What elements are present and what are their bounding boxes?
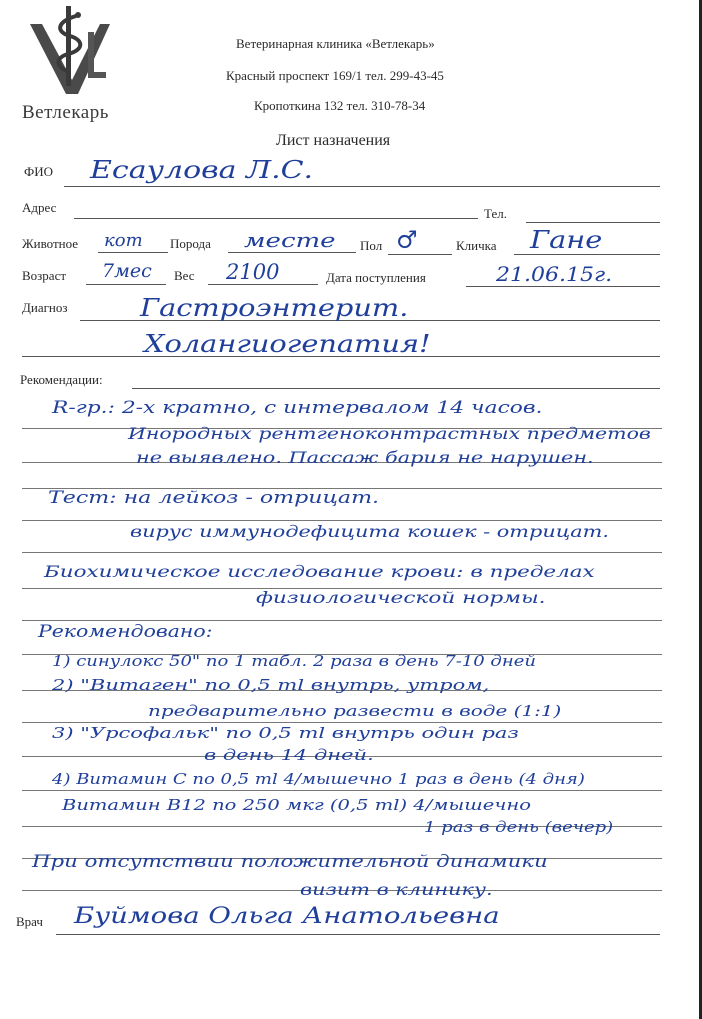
clinic-address-1: Красный проспект 169/1 тел. 299-43-45 — [226, 68, 444, 83]
recommendations-line — [132, 388, 660, 389]
breed-line — [228, 252, 356, 253]
ruled-line — [22, 552, 662, 553]
nickname-line — [514, 254, 660, 255]
ruled-line — [22, 520, 662, 521]
logo-name: Ветлекарь — [22, 102, 109, 123]
ruled-line — [22, 722, 662, 723]
sex-label: Пол — [360, 238, 383, 253]
recommendations-label: Рекомендации: — [20, 372, 103, 387]
animal-line — [98, 252, 168, 253]
recommendation-line: 1) синулокс 50" по 1 табл. 2 раза в день 7-10 дней — [52, 652, 536, 670]
recommendation-line: в день 14 дней. — [204, 746, 374, 764]
doctor-value: Буймова Ольга Анатольевна — [74, 904, 500, 929]
phone-label: Тел. — [484, 206, 507, 221]
diagnosis-line: Гастроэнтерит. — [140, 294, 409, 322]
recommendation-line: Тест: на лейкоз - отрицат. — [48, 488, 380, 508]
recommendation-line: не выявлено. Пассаж бария не нарушен. — [136, 448, 594, 467]
recommendation-line: Биохимическое исследование крови: в пределах — [44, 562, 595, 581]
address-label: Адрес — [22, 200, 57, 215]
weight-value: 2100 — [226, 260, 280, 284]
recommendation-line: Витамин B12 по 250 мкг (0,5 ml) 4/мышечно — [62, 796, 532, 814]
phone-line — [526, 222, 660, 223]
form-title: Лист назначения — [276, 132, 391, 149]
vet-caduceus-v-logo — [26, 2, 112, 98]
ruled-line — [22, 790, 662, 791]
admission-date-label: Дата поступления — [326, 270, 426, 285]
recommendation-line: визит в клинику. — [300, 880, 493, 899]
clinic-address-2: Кропоткина 132 тел. 310-78-34 — [254, 98, 426, 113]
ruled-line — [22, 620, 662, 621]
breed-value: месте — [244, 228, 336, 252]
weight-label: Вес — [174, 268, 195, 283]
diagnosis-line: Холангиогепатия! — [144, 330, 431, 358]
diagnosis-label: Диагноз — [22, 300, 68, 315]
recommendation-line: предварительно развести в воде (1:1) — [148, 702, 562, 720]
breed-label: Порода — [170, 236, 211, 251]
recommendation-line: вирус иммунодефицита кошек - отрицат. — [130, 522, 609, 541]
recommendation-line: Рекомендовано: — [38, 622, 213, 642]
nickname-label: Кличка — [456, 238, 497, 253]
recommendation-line: 3) "Урсофальк" по 0,5 ml внутрь один раз — [52, 724, 519, 742]
recommendation-line: При отсутствии положительной динамики — [32, 852, 548, 872]
recommendation-line: R-гр.: 2-х кратно, с интервалом 14 часов. — [52, 398, 543, 418]
weight-line — [208, 284, 318, 285]
age-value: 7мес — [102, 260, 152, 282]
fio-line — [64, 186, 660, 187]
sex-value: ♂ — [396, 226, 418, 254]
address-line — [74, 218, 478, 219]
recommendation-line: 2) "Витаген" по 0,5 ml внутрь, утром, — [52, 676, 490, 694]
admission-date-value: 21.06.15г. — [496, 262, 613, 286]
admission-date-line — [466, 286, 660, 287]
recommendation-line: физиологической нормы. — [256, 588, 546, 607]
sex-line — [388, 254, 452, 255]
age-label: Возраст — [22, 268, 67, 283]
fio-value: Есаулова Л.С. — [90, 156, 314, 184]
recommendation-line: 1 раз в день (вечер) — [424, 818, 614, 836]
doctor-label: Врач — [16, 914, 43, 929]
animal-label: Животное — [22, 236, 79, 251]
nickname-value: Гане — [530, 226, 603, 254]
doctor-line — [56, 934, 660, 935]
recommendation-line: Инородных рентгеноконтрастных предметов — [128, 424, 651, 443]
age-line — [86, 284, 166, 285]
animal-value: кот — [104, 230, 143, 251]
fio-label: ФИО — [24, 164, 54, 179]
recommendation-line: 4) Витамин С по 0,5 ml 4/мышечно 1 раз в день (4 дня) — [52, 770, 585, 788]
clinic-name: Ветеринарная клиника «Ветлекарь» — [236, 36, 435, 51]
